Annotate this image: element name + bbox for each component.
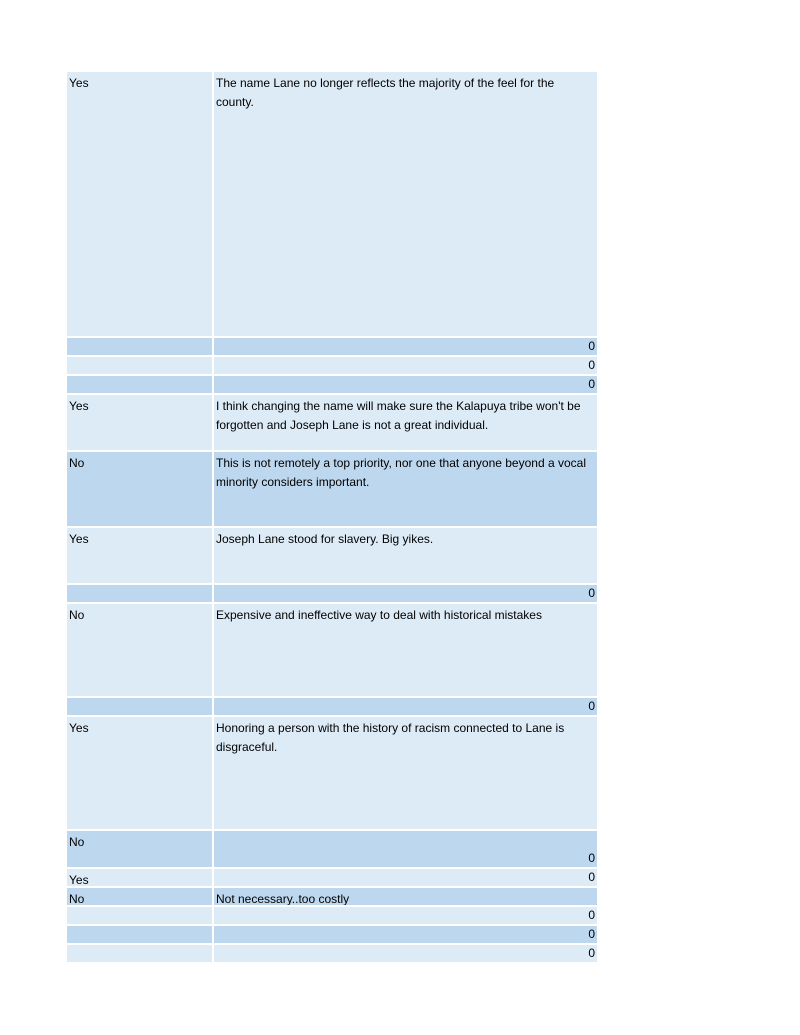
answer-cell[interactable] [67,338,214,355]
comment-text: Expensive and ineffective way to deal with historical mistakes [216,608,542,622]
table-row [67,907,597,926]
count-value: 0 [588,358,595,372]
answer-cell[interactable]: No [67,604,214,696]
answer-cell[interactable]: No [67,888,214,905]
table-row [67,717,597,831]
comment-text: I think changing the name will make sure the Kalapuya tribe won't be forgotten and Joseph Lane is not a great individual. [216,399,581,432]
comment-text: Joseph Lane stood for slavery. Big yikes. [216,532,434,546]
comment-text: This is not remotely a top priority, nor one that anyone beyond a vocal minority considers important. [216,456,586,489]
table-row [67,376,597,395]
count-value: 0 [588,908,595,922]
comment-cell[interactable] [214,376,597,393]
comment-cell[interactable] [214,926,597,943]
table-row [67,528,597,585]
count-value: 0 [588,946,595,960]
count-value: 0 [588,927,595,941]
table-row [67,452,597,528]
count-value: 0 [588,870,595,884]
comment-cell[interactable] [214,395,597,450]
count-value: 0 [588,586,595,600]
comment-text: The name Lane no longer reflects the majority of the feel for the county. [216,76,555,109]
table-row [67,698,597,717]
comment-cell[interactable] [214,698,597,715]
table-row [67,72,597,338]
count-value: 0 [588,377,595,391]
comment-cell[interactable] [214,717,597,829]
answer-cell[interactable]: Yes [67,395,214,450]
answer-cell[interactable]: Yes [67,869,214,886]
answer-cell[interactable]: Yes [67,528,214,583]
comment-cell[interactable] [214,945,597,962]
answer-cell[interactable] [67,926,214,943]
count-value: 0 [588,339,595,353]
table-row [67,945,597,964]
comment-cell[interactable] [214,869,597,886]
comment-cell[interactable] [214,528,597,583]
answer-cell[interactable] [67,585,214,602]
comment-cell[interactable] [214,338,597,355]
count-value: 0 [588,851,595,865]
table-row [67,585,597,604]
table-row [67,926,597,945]
table-row [67,888,597,907]
spreadsheet-table [67,72,597,964]
table-row [67,604,597,698]
table-row [67,395,597,452]
answer-cell[interactable] [67,907,214,924]
answer-cell[interactable] [67,357,214,374]
comment-text: Not necessary..too costly [216,892,350,905]
table-row [67,357,597,376]
table-row [67,831,597,869]
answer-cell[interactable] [67,376,214,393]
comment-cell[interactable] [214,831,597,867]
answer-cell[interactable]: Yes [67,72,214,336]
answer-cell[interactable]: No [67,831,214,867]
count-value: 0 [588,699,595,713]
answer-cell[interactable]: Yes [67,717,214,829]
table-row [67,338,597,357]
comment-cell[interactable] [214,72,597,336]
table-row [67,869,597,888]
comment-cell[interactable] [214,585,597,602]
comment-cell[interactable] [214,452,597,526]
comment-cell[interactable] [214,604,597,696]
answer-cell[interactable] [67,698,214,715]
comment-text: Honoring a person with the history of racism connected to Lane is disgraceful. [216,721,565,754]
comment-cell[interactable] [214,357,597,374]
answer-cell[interactable] [67,945,214,962]
comment-cell[interactable] [214,888,597,905]
answer-cell[interactable]: No [67,452,214,526]
comment-cell[interactable] [214,907,597,924]
